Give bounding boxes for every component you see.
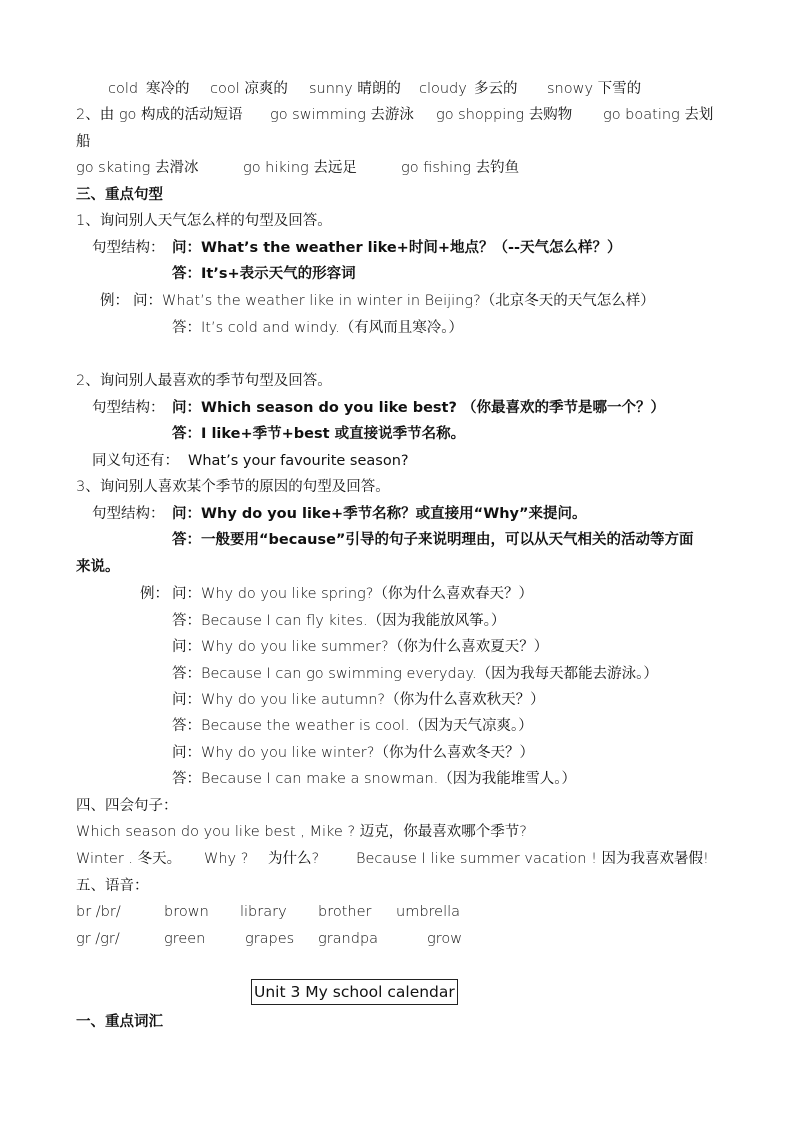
- phonics-cell: br /br/: [76, 904, 121, 920]
- synonym-label: 同义句还有：: [92, 453, 179, 469]
- vocab-word: cold: [108, 81, 139, 97]
- phonics-cell: library: [240, 904, 287, 920]
- q1-example-answer: 答：It’s cold and windy.（有风而且寒冷。）: [172, 320, 463, 336]
- q3-intro: 3、询问别人喜欢某个季节的原因的句型及回答。: [76, 479, 390, 495]
- q1-answer: 答：It’s+表示天气的形容词: [172, 266, 356, 282]
- go-phrase: go fishing 去钓鱼: [401, 160, 520, 176]
- example-label: 例：: [100, 293, 129, 309]
- sentence: Because I like summer vacation ! 因为我喜欢暑假!: [356, 851, 709, 867]
- example-line: 答：Because I can fly kites.（因为我能放风筝。）: [172, 613, 506, 629]
- phonics-cell: green: [164, 931, 206, 947]
- example-line: 答：Because the weather is cool.（因为天气凉爽。）: [172, 718, 533, 734]
- sentence: 为什么?: [268, 851, 320, 867]
- q2-ask: 问：Which season do you like best? （你最喜欢的季节是哪一个？）: [172, 400, 665, 416]
- go-phrase: go swimming 去游泳: [270, 107, 414, 123]
- phonics-cell: umbrella: [396, 904, 461, 920]
- example-line: 问：Why do you like spring?（你为什么喜欢春天？）: [172, 586, 533, 602]
- section4-title: 四、四会句子：: [76, 798, 178, 814]
- q3-ask: 问：Why do you like+季节名称？或直接用“Why”来提问。: [172, 506, 587, 522]
- vocab-word: snowy 下雪的: [547, 81, 642, 97]
- example-label: 例：: [140, 586, 169, 602]
- struct-label: 句型结构：: [92, 506, 165, 522]
- sentence: Which season do you like best , Mike ? 迈克，你最喜欢哪个季节?: [76, 824, 527, 840]
- struct-label: 句型结构：: [92, 400, 165, 416]
- phonics-cell: grow: [427, 931, 463, 947]
- vocab-word: 多云的: [474, 81, 518, 97]
- unit-title-box: Unit 3 My school calendar: [251, 979, 458, 1005]
- q3-answer-cont: 来说。: [76, 559, 120, 575]
- example-line: 问：Why do you like autumn?（你为什么喜欢秋天？）: [172, 692, 545, 708]
- phonics-cell: grapes: [245, 931, 295, 947]
- q1-ask: 问：What’s the weather like+时间+地点？（--天气怎么样？）: [172, 240, 622, 256]
- phonics-cell: brown: [164, 904, 209, 920]
- vocab-word: sunny 晴朗的: [309, 81, 401, 97]
- phonics-cell: gr /gr/: [76, 931, 120, 947]
- sentence: Why ?: [204, 851, 249, 867]
- vocab-word: cool 凉爽的: [210, 81, 288, 97]
- synonym-sentence: What’s your favourite season?: [188, 453, 409, 469]
- example-line: 问：Why do you like winter?（你为什么喜欢冬天？）: [172, 745, 534, 761]
- go-phrase: 船: [76, 134, 91, 150]
- example-line: 答：Because I can make a snowman.（因为我能堆雪人。）: [172, 771, 577, 787]
- go-phrase: go shopping 去购物: [436, 107, 573, 123]
- go-phrase: go hiking 去远足: [243, 160, 357, 176]
- vocab-word: 寒冷的: [146, 81, 190, 97]
- go-phrases-intro: 2、由 go 构成的活动短语: [76, 107, 243, 123]
- section5-title: 五、语音：: [76, 878, 149, 894]
- go-phrase: go boating 去划: [603, 107, 714, 123]
- q2-answer: 答：I like+季节+best 或直接说季节名称。: [172, 426, 466, 442]
- go-phrase: go skating 去滑冰: [76, 160, 199, 176]
- q1-example-question: 问：What’s the weather like in winter in Beijing?（北京冬天的天气怎么样）: [133, 293, 655, 309]
- vocab-word: cloudy: [419, 81, 467, 97]
- struct-label: 句型结构：: [92, 240, 165, 256]
- example-line: 答：Because I can go swimming everyday.（因为我每天都能去游泳。）: [172, 666, 658, 682]
- phonics-cell: grandpa: [318, 931, 379, 947]
- sentence: Winter . 冬天。: [76, 851, 182, 867]
- example-line: 问：Why do you like summer?（你为什么喜欢夏天？）: [172, 639, 549, 655]
- q2-intro: 2、询问别人最喜欢的季节句型及回答。: [76, 373, 332, 389]
- section3-title: 三、重点句型: [76, 187, 163, 203]
- q3-answer: 答：一般要用“because”引导的句子来说明理由，可以从天气相关的活动等方面: [172, 532, 694, 548]
- phonics-cell: brother: [318, 904, 372, 920]
- q1-intro: 1、询问别人天气怎么样的句型及回答。: [76, 213, 332, 229]
- next-heading: 一、重点词汇: [76, 1014, 163, 1030]
